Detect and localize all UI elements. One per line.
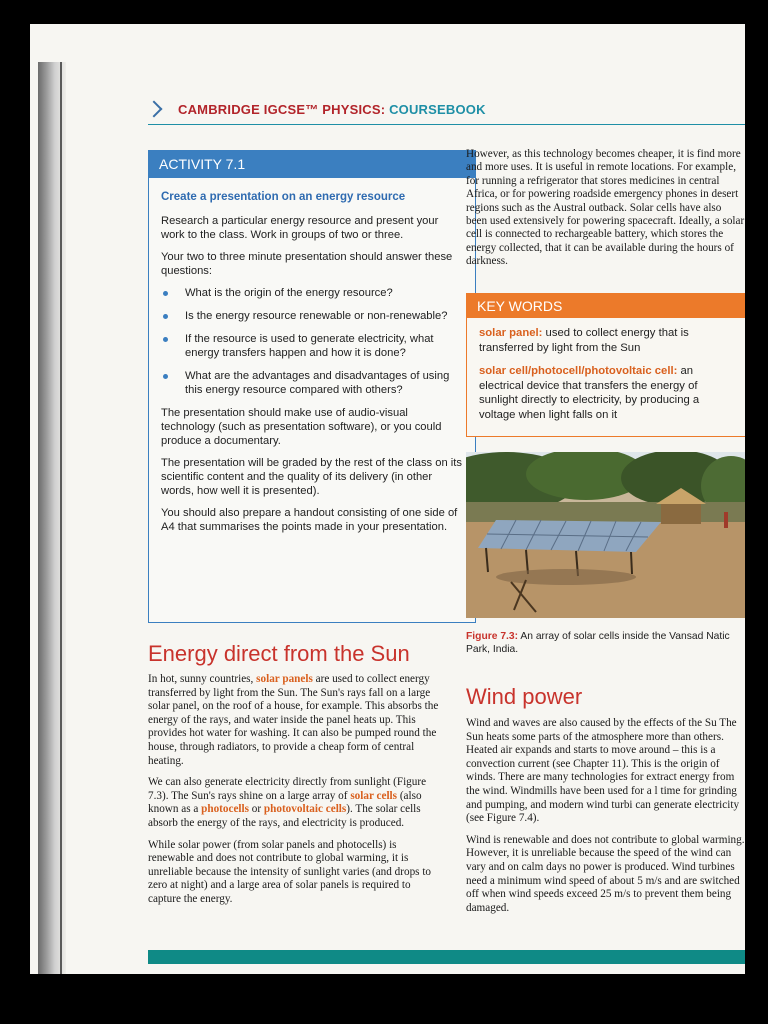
right-column-intro bbox=[466, 148, 745, 277]
key-words-box bbox=[466, 293, 745, 437]
bullet-icon bbox=[163, 374, 168, 379]
activity-box bbox=[148, 150, 476, 623]
activity-intro: Research a particular energy resource and present your work to the class. Work in groups of two or three. bbox=[161, 215, 439, 241]
key-word-entry: solar panel: used to collect energy that is transferred by light from the Sun bbox=[479, 327, 689, 354]
header-rule bbox=[148, 124, 745, 125]
key-term: solar panels bbox=[256, 673, 313, 685]
key-words-title: KEY WORDS bbox=[467, 293, 745, 318]
key-word-entry: solar cell/photocell/photovoltaic cell: an electrical device that transfers the energy of sunlight directly to electricity, by producing a voltage when light falls on it bbox=[479, 365, 700, 421]
bullet-icon bbox=[163, 314, 168, 319]
footer-bar bbox=[148, 950, 745, 964]
chevron-right-icon bbox=[146, 101, 163, 118]
sun-paragraph-2: We can also generate electricity directly from sunlight (Figure 7.3). The Sun's rays shine on a large array of solar cells (also known as a photocells or photovoltaic cells). The solar cells absorb the energy of the rays, and electricity is produced. bbox=[148, 776, 427, 829]
activity-subtitle: Create a presentation on an energy resource bbox=[161, 191, 406, 203]
activity-handout-paragraph: You should also prepare a handout consisting of one side of A4 that summarises the points made in your presentation. bbox=[161, 507, 458, 533]
wind-section-body bbox=[466, 717, 745, 923]
list-item: What is the origin of the energy resource? bbox=[161, 286, 463, 300]
key-term: solar cells bbox=[350, 789, 398, 802]
figure-caption: Figure 7.3: An array of solar cells inside the Vansad Natic Park, India. bbox=[466, 631, 730, 655]
solar-uses-paragraph: However, as this technology becomes cheaper, it is find more and more uses. It is useful in remote locations. For example, for running a refrigerator that stores medicines in central Africa, or for powering roadside emergency phones in desert regions such as the Austral outback. Solar cells have also been used extensively for powering spacecraft. Ideally, a solar cell is connected to rechargeable battery, which stores the energy collected, that it can be available during the hours of darkness. bbox=[466, 148, 745, 268]
sun-paragraph-3: While solar power (from solar panels and photocells) is renewable and does not contribute to global warming, it is unreliable because the intensity of sunlight varies (and drops to zero at night) and a large area of solar panels is required to capture the energy. bbox=[148, 838, 432, 905]
activity-graded-paragraph: The presentation will be graded by the rest of the class on its scientific content and the quality of its delivery (in other words, how well it is presented). bbox=[161, 457, 462, 497]
sun-paragraph-1: In hot, sunny countries, solar panels are used to collect energy transferred by light from the Sun. The Sun's rays fall on a large solar panel, on the roof of a house, for example. This absorbs the energy of the rays, and water inside the panel heats up. This provides hot water for washing. It can also be pumped round the house, through radiators, to provide a cheap form of central heating. bbox=[148, 673, 439, 767]
textbook-page bbox=[30, 24, 745, 974]
list-item: Is the energy resource renewable or non-renewable? bbox=[161, 309, 463, 323]
activity-title: ACTIVITY 7.1 bbox=[149, 151, 475, 178]
section-heading-wind: Wind power bbox=[466, 684, 583, 709]
key-term: photocells bbox=[201, 803, 249, 816]
section-heading-sun: Energy direct from the Sun bbox=[148, 641, 410, 666]
binding-line bbox=[60, 62, 62, 974]
running-header bbox=[148, 98, 486, 120]
wind-paragraph-1: Wind and waves are also caused by the effects of the Su The Sun heats some parts of the atmosphere more than others. Heated air expands and starts to move around – this is a convection current (see Chapter 11). This is the origin of winds. There are many technologies for extract energy from the wind. Windmills have been used for a l time for grinding and pumping, and modern wind turbi can generate electricity (see Figure 7.4). bbox=[466, 717, 740, 825]
bullet-icon bbox=[163, 337, 168, 342]
key-term: photovoltaic cells bbox=[263, 803, 347, 816]
activity-questions-intro: Your two to three minute presentation should answer these questions: bbox=[161, 251, 453, 277]
activity-av-paragraph: The presentation should make use of audio-visual technology (such as presentation software), or you could produce a documentary. bbox=[161, 407, 442, 447]
list-item: What are the advantages and disadvantages of using this energy resource compared with others? bbox=[161, 369, 463, 397]
header-title: CAMBRIDGE IGCSE™ PHYSICS: COURSEBOOK bbox=[178, 101, 486, 117]
bullet-icon bbox=[163, 291, 168, 296]
wind-paragraph-2: Wind is renewable and does not contribute to global warming. However, it is unreliable because the speed of the wind can vary and on calm days no power is produced. Wind turbines need a minimum wind speed of about 5 m/s and are switched off when wind speeds exceed 25 m/s to prevent them being damaged. bbox=[466, 833, 745, 914]
list-item: If the resource is used to generate electricity, what energy transfers happen and how it is done? bbox=[161, 332, 463, 360]
activity-question-list bbox=[161, 286, 463, 397]
sun-section-body bbox=[148, 673, 440, 915]
solar-array-photo bbox=[466, 452, 745, 618]
